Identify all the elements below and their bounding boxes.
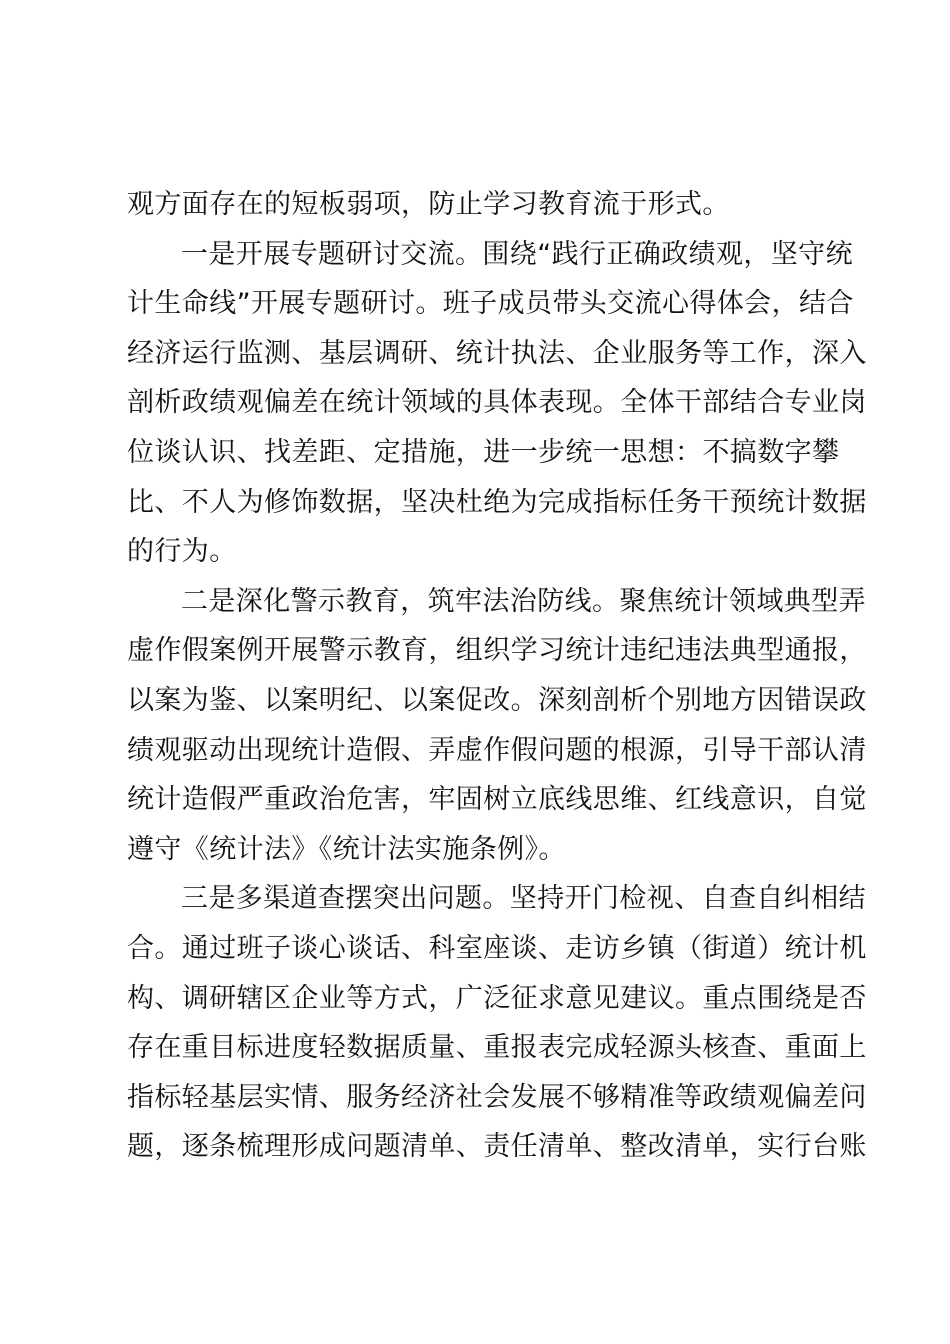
text-line: 指标轻基层实情、服务经济社会发展不够精准等政绩观偏差问 (127, 1081, 867, 1113)
text-line: 经济运行监测、基层调研、统计执法、企业服务等工作，深入 (127, 337, 867, 369)
text-line: 的行为。 (127, 536, 237, 568)
text-line: 遵守《统计法》《统计法实施条例》。 (127, 833, 566, 865)
text-line: 位谈认识、找差距、定措施，进一步统一思想：不搞数字攀 (127, 436, 840, 468)
text-line: 统计造假严重政治危害，牢固树立底线思维、红线意识，自觉 (127, 784, 867, 816)
paragraph-heading-line: 二是深化警示教育，筑牢法治防线。聚焦统计领域典型弄 (181, 585, 866, 617)
paragraph-heading-line: 三是多渠道查摆突出问题。坚持开门检视、自查自纠相结 (181, 883, 866, 915)
text-line: 构、调研辖区企业等方式，广泛征求意见建议。重点围绕是否 (127, 982, 867, 1014)
paragraph-heading-line: 一是开展专题研讨交流。围绕“践行正确政绩观，坚守统 (181, 238, 853, 270)
text-line: 剖析政绩观偏差在统计领域的具体表现。全体干部结合专业岗 (127, 387, 867, 419)
text-line: 观方面存在的短板弱项，防止学习教育流于形式。 (127, 189, 730, 220)
text-line: 题，逐条梳理形成问题清单、责任清单、整改清单，实行台账 (127, 1131, 867, 1163)
text-line: 计生命线”开展专题研讨。班子成员带头交流心得体会，结合 (127, 288, 854, 320)
text-line: 存在重目标进度轻数据质量、重报表完成轻源头核查、重面上 (127, 1032, 867, 1064)
text-line: 比、不人为修饰数据，坚决杜绝为完成指标任务干预统计数据 (127, 486, 867, 518)
document-body (127, 180, 867, 1172)
text-line: 以案为鉴、以案明纪、以案促改。深刻剖析个别地方因错误政 (127, 684, 867, 716)
text-line: 合。通过班子谈心谈话、科室座谈、走访乡镇（街道）统计机 (127, 932, 867, 964)
text-line: 虚作假案例开展警示教育，组织学习统计违纪违法典型通报， (127, 635, 867, 667)
text-line: 绩观驱动出现统计造假、弄虚作假问题的根源，引导干部认清 (127, 734, 867, 766)
